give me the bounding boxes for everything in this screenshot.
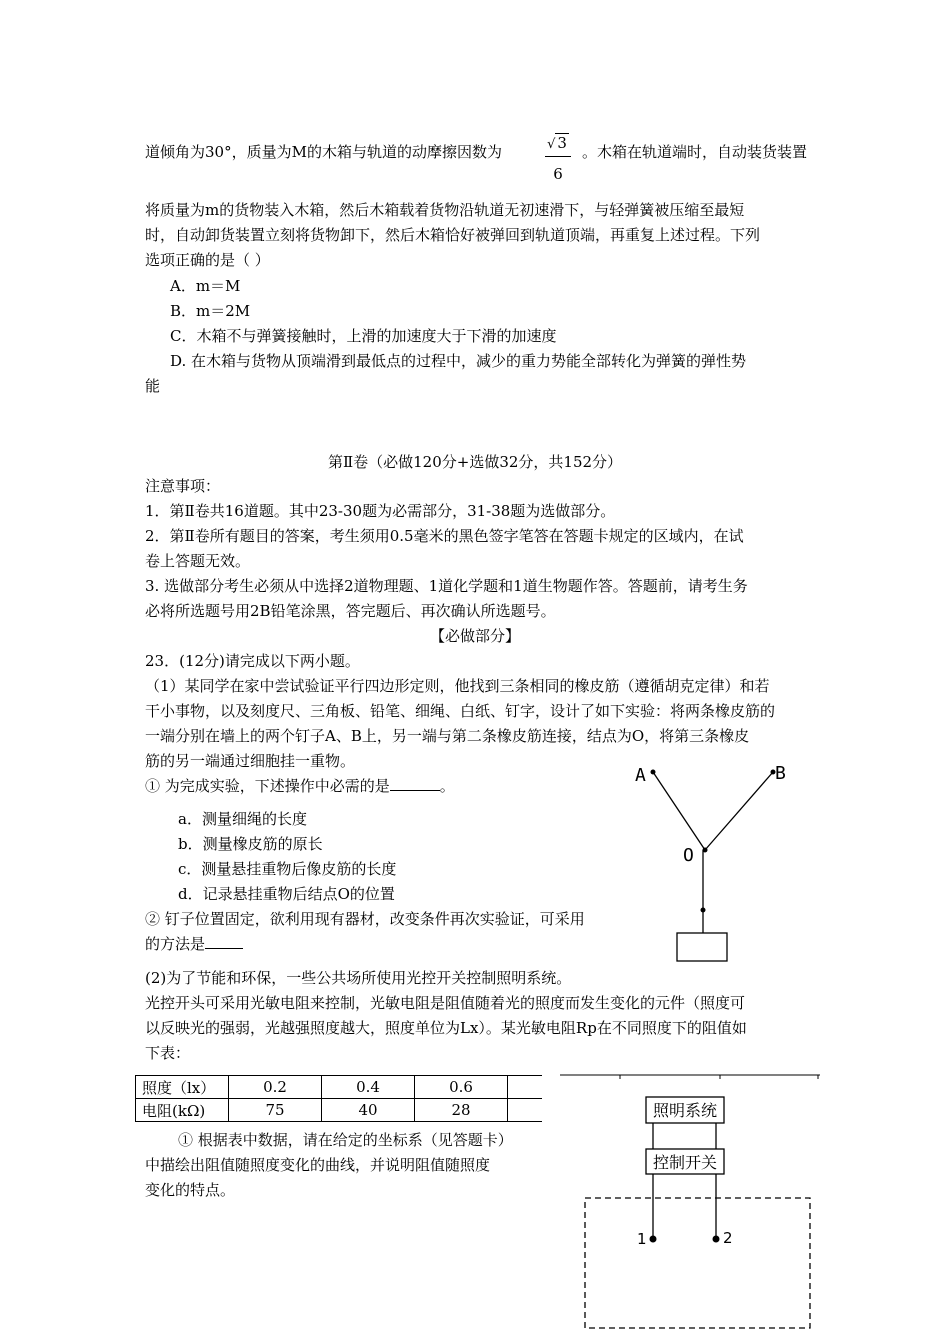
option-c: C．木箱不与弹簧接触时，上滑的加速度大于下滑的加速度 (170, 327, 557, 345)
rubber-band-figure (625, 755, 805, 970)
option-a: A．m＝M (170, 277, 241, 295)
problem-line-1 (145, 142, 502, 162)
resistance-table (135, 1075, 542, 1122)
q23-p2-line1: (2)为了节能和环保，一些公共场所使用光控开关控制照明系统。 (145, 969, 572, 987)
lighting-system-label: 照明系统 (652, 1101, 718, 1120)
choice-b: b．测量橡皮筋的原长 (178, 835, 323, 853)
q23-sub2-line2 (145, 934, 243, 954)
choice-c: c．测量悬挂重物后像皮筋的长度 (178, 860, 397, 878)
q23-head: 23．(12分)请完成以下两小题。 (145, 652, 360, 670)
table-cell: 75 (229, 1099, 322, 1122)
problem-line-1-text: 道倾角为30°，质量为M的木箱与轨道的动摩擦因数为 (145, 143, 502, 161)
option-b: B．m＝2M (170, 302, 251, 320)
knot-o-icon (703, 848, 708, 853)
table-row-resistance (136, 1099, 543, 1122)
friction-fraction: $\frac{√ 3}{6}$ (538, 133, 578, 183)
weight-box (677, 933, 727, 961)
label-o: O (683, 845, 694, 866)
answer-blank-1[interactable] (390, 776, 440, 791)
control-switch-label: 控制开关 (652, 1153, 718, 1172)
problem-line-3: 时，自动卸货装置立刻将货物卸下，然后木箱恰好被弹回到轨道顶端，再重复上述过程。下列 (145, 226, 761, 244)
notice-title: 注意事项： (145, 477, 221, 495)
note-1: 1．第Ⅱ卷共16道题。其中23-30题为必需部分，31-38题为选做部分。 (145, 502, 616, 520)
fraction-denominator: 6 (553, 165, 563, 183)
required-title: 【必做部分】 (429, 627, 520, 645)
table-cell: 0.2 (229, 1076, 322, 1099)
table-cell-empty (508, 1099, 543, 1122)
choice-a: a．测量细绳的长度 (178, 810, 307, 828)
q23-p1-line3: 一端分别在墙上的两个钉子A、B上，另一端与第二条橡皮筋连接，结点为O，将第三条橡皮 (145, 727, 750, 745)
table-cell: 28 (415, 1099, 508, 1122)
q23-p1-line2: 干小事物，以及刻度尺、三角板、铅笔、细绳、白纸、钉字，设计了如下实验：将两条橡皮筋的 (145, 702, 776, 720)
q23-sub1-text: ① 为完成实验，下述操作中必需的是 (145, 777, 390, 795)
choice-d: d．记录悬挂重物后结点O的位置 (178, 885, 395, 903)
answer-blank-2[interactable] (205, 934, 243, 949)
table-cell: 0.4 (322, 1076, 415, 1099)
problem-line-2: 将质量为m的货物装入木箱，然后木箱载着货物沿轨道无初速滑下，与轻弹簧被压缩至最短 (145, 201, 745, 219)
table-header-illuminance: 照度（lx） (136, 1076, 229, 1099)
q23-task-line2: 中描绘出阻值随照度变化的曲线，并说明阻值随照度 (145, 1156, 491, 1174)
q23-p2-line3: 以反映光的强弱，光越强照度越大，照度单位为Lx）。某光敏电阻Rp在不同照度下的阻值如 (145, 1019, 747, 1037)
terminal-1-label: 1 (637, 1230, 647, 1248)
table-cell-empty (508, 1076, 543, 1099)
note-2: 2．第Ⅱ卷所有题目的答案，考生须用0.5毫米的黑色签字笔答在答题卡规定的区域内，在试 (145, 527, 744, 545)
table-row-illuminance (136, 1076, 543, 1099)
terminal-2-label: 2 (723, 1229, 733, 1247)
label-b: B (775, 763, 786, 784)
option-d: D. 在木箱与货物从顶端滑到最低点的过程中，减少的重力势能全部转化为弹簧的弹性势 (170, 352, 747, 370)
string-joint-icon (701, 908, 706, 913)
terminal-2-icon (713, 1236, 720, 1243)
terminal-1-icon (650, 1236, 657, 1243)
label-a: A (635, 765, 646, 786)
table-cell: 0.6 (415, 1076, 508, 1099)
q23-sub2-text: 的方法是 (145, 935, 206, 953)
note-2-cont: 卷上答题无效。 (145, 552, 251, 570)
fraction-numerator: 3 (557, 134, 567, 152)
q23-p2-line4: 下表： (145, 1044, 191, 1062)
q23-p1-line4: 筋的另一端通过细胞挂一重物。 (145, 752, 356, 770)
q23-sub1 (145, 776, 455, 796)
q23-p2-line2: 光控开头可采用光敏电阻来控制，光敏电阻是阻值随着光的照度而发生变化的元件（照度可 (145, 994, 746, 1012)
nail-a-icon (651, 770, 656, 775)
q23-sub1-end: 。 (439, 777, 455, 795)
section-title: 第Ⅱ卷（必做120分+选做32分，共152分） (327, 453, 623, 471)
q23-sub2-line1: ② 钉子位置固定，欲利用现有器材，改变条件再次实验证，可采用 (145, 910, 585, 928)
problem-line-1-post: 。木箱在轨道端时，自动装货装置 (582, 143, 808, 161)
problem-line-4: 选项正确的是（ ） (145, 251, 270, 269)
q23-task-line1: ① 根据表中数据，请在给定的坐标系（见答题卡） (178, 1131, 513, 1149)
note-3: 3. 选做部分考生必须从中选择2道物理题、1道化学题和1道生物题作答。答题前，请考生务 (145, 577, 748, 595)
note-3-cont: 必将所选题号用2B铅笔涂黑，答完题后、再次确认所选题号。 (145, 602, 556, 620)
dashed-region (585, 1198, 810, 1328)
control-circuit-figure (560, 1073, 822, 1339)
table-cell: 40 (322, 1099, 415, 1122)
q23-task-line3: 变化的特点。 (145, 1181, 236, 1199)
table-header-resistance: 电阻(kΩ) (136, 1099, 229, 1122)
q23-p1-line1: （1）某同学在家中尝试验证平行四边形定则，他找到三条相同的橡皮筋（遵循胡克定律）和若 (145, 677, 770, 695)
option-d-cont: 能 (145, 377, 161, 395)
